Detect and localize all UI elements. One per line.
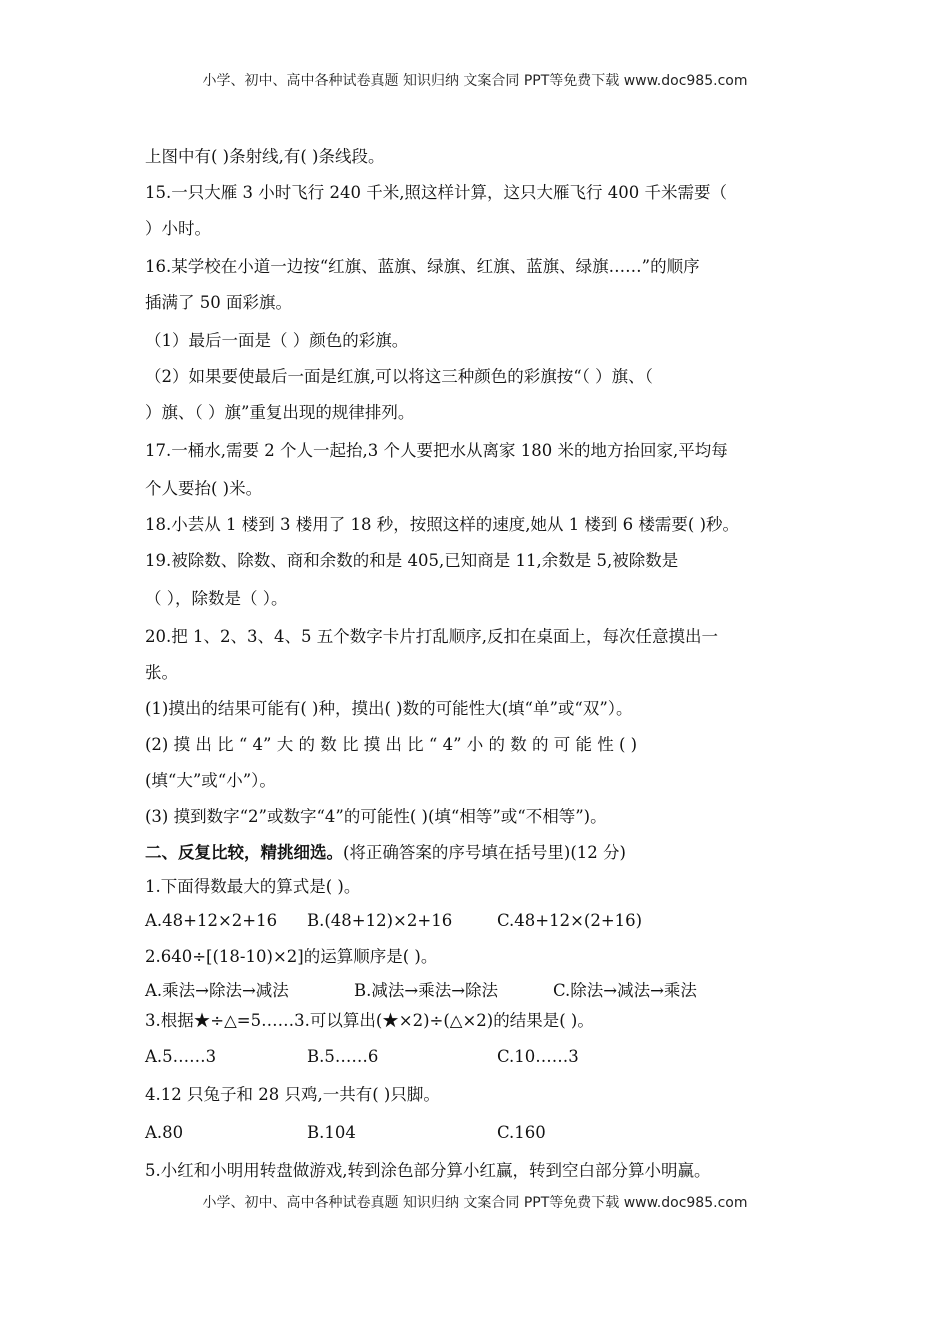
q16-part2-line-1: （2）如果要使最后一面是红旗,可以将这三种颜色的彩旗按“（ ）旗、（ xyxy=(145,367,653,386)
q20-part1: (1)摸出的结果可能有( )种，摸出( )数的可能性大(填“单”或“双”）。 xyxy=(145,699,633,718)
mc3-option-a: A.5……3 xyxy=(145,1047,217,1066)
q17-line-1: 17.一桶水,需要 2 个人一起抬,3 个人要把水从离家 180 米的地方抬回家,平均每 xyxy=(145,441,728,460)
mc3-option-c: C.10……3 xyxy=(497,1047,579,1066)
page-header: 小学、初中、高中各种试卷真题 知识归纳 文案合同 PPT等免费下载 www.doc985.com xyxy=(202,73,748,89)
mc4-option-c: C.160 xyxy=(497,1123,546,1142)
page-footer: 小学、初中、高中各种试卷真题 知识归纳 文案合同 PPT等免费下载 www.doc985.com xyxy=(202,1195,748,1211)
q16-line-1: 16.某学校在小道一边按“红旗、蓝旗、绿旗、红旗、蓝旗、绿旗……”的顺序 xyxy=(145,257,700,276)
mc3-option-b: B.5……6 xyxy=(307,1047,379,1066)
q17-line-2: 个人要抬( )米。 xyxy=(145,479,263,498)
q20-part2-line-2: (填“大”或“小”）。 xyxy=(145,771,276,790)
mc1-option-a: A.48+12×2+16 xyxy=(145,911,278,930)
mc1-stem: 1.下面得数最大的算式是( )。 xyxy=(145,877,361,896)
q15-line-2: ）小时。 xyxy=(145,219,211,238)
q15-line-1: 15.一只大雁 3 小时飞行 240 千米,照这样计算，这只大雁飞行 400 千米需要（ xyxy=(145,183,727,202)
q19-line-1: 19.被除数、除数、商和余数的和是 405,已知商是 11,余数是 5,被除数是 xyxy=(145,551,679,570)
mc4-option-b: B.104 xyxy=(307,1123,356,1142)
mc2-option-b: B.减法→乘法→除法 xyxy=(354,981,499,1000)
mc5-stem: 5.小红和小明用转盘做游戏,转到涂色部分算小红赢，转到空白部分算小明赢。 xyxy=(145,1161,711,1180)
q20-part2-line-1: (2) 摸 出 比 “ 4” 大 的 数 比 摸 出 比 “ 4” 小 的 数 的 可 能 性 ( ) xyxy=(145,735,638,754)
mc2-option-a: A.乘法→除法→减法 xyxy=(145,981,289,1000)
mc1-option-b: B.(48+12)×2+16 xyxy=(307,911,453,930)
section-2-heading xyxy=(145,842,626,864)
q14-line: 上图中有( )条射线,有( )条线段。 xyxy=(145,147,385,166)
q20-part3: (3) 摸到数字“2”或数字“4”的可能性( )(填“相等”或“不相等”)。 xyxy=(145,807,607,826)
mc4-stem: 4.12 只兔子和 28 只鸡,一共有( )只脚。 xyxy=(145,1085,440,1104)
section-2-instructions: (将正确答案的序号填在括号里)(12 分) xyxy=(343,843,626,862)
mc1-option-c: C.48+12×(2+16) xyxy=(497,911,643,930)
q18-line: 18.小芸从 1 楼到 3 楼用了 18 秒，按照这样的速度,她从 1 楼到 6 楼需要( )秒。 xyxy=(145,515,740,534)
q20-line-2: 张。 xyxy=(145,663,178,682)
q19-line-2: （ ），除数是（ ）。 xyxy=(145,589,288,608)
mc2-option-c: C.除法→减法→乘法 xyxy=(553,981,697,1000)
mc3-stem: 3.根据★÷△=5……3.可以算出(★×2)÷(△×2)的结果是( )。 xyxy=(145,1011,594,1030)
mc2-stem: 2.640÷[(18-10)×2]的运算顺序是( )。 xyxy=(145,947,438,966)
mc4-option-a: A.80 xyxy=(145,1123,184,1142)
q20-line-1: 20.把 1、2、3、4、5 五个数字卡片打乱顺序,反扣在桌面上，每次任意摸出一 xyxy=(145,627,718,646)
section-2-title: 二、反复比较，精挑细选。 xyxy=(145,843,343,862)
q16-part1: （1）最后一面是（ ）颜色的彩旗。 xyxy=(145,331,409,350)
q16-line-2: 插满了 50 面彩旗。 xyxy=(145,293,292,312)
q16-part2-line-2: ）旗、（ ）旗”重复出现的规律排列。 xyxy=(145,403,415,422)
